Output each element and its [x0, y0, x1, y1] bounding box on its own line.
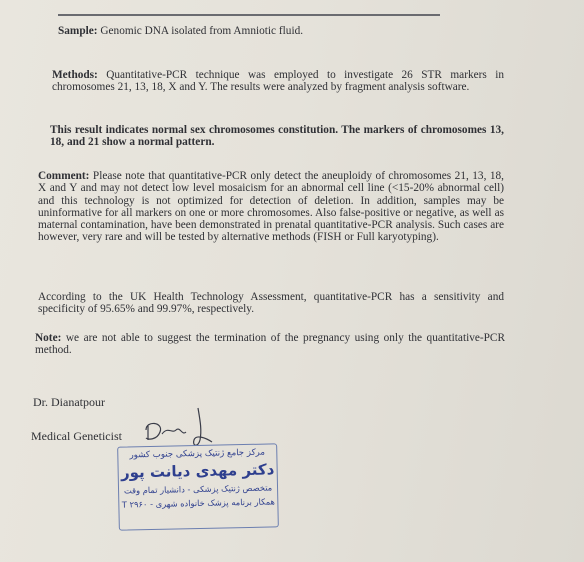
methods-paragraph [52, 69, 504, 94]
assessment-paragraph: According to the UK Health Technology Assessment, quantitative-PCR has a sensitivity and specificity of 95.65% and 99.97%, respectively. [38, 291, 504, 316]
result-paragraph: This result indicates normal sex chromosomes constitution. The markers of chromosomes 13, 18, and 21 show a normal pattern. [50, 124, 504, 149]
official-stamp [117, 443, 279, 530]
stamp-line-4: همکار برنامه پزشک خانواده شهری - ۲۹۶۰ T [121, 496, 275, 510]
comment-text: Please note that quantitative-PCR only detect the aneuploidy of chromosomes 21, 13, 18, X and Y and may not detect low level mosaicism for an abnormal cell line (<15-20% abnormal cell) and this technology is not optimized for detection of deletion. In addition, samples may be uninformative for all markers on one or more chromosomes. Also false-positive or negative, as well as maternal contamination, have been demonstrated in prenatal quantitative-PCR analysis. Such cases are however, very rare and will be tested by alternative methods (FISH or Full karyotyping). [38, 170, 504, 244]
methods-text: Quantitative-PCR technique was employed to investigate 26 STR markers in chromosomes 21, 13, 18, X and Y. The results were analyzed by fragment analysis software. [52, 69, 504, 94]
sample-label: Sample: [58, 25, 98, 37]
comment-label: Comment: [38, 170, 90, 182]
sample-paragraph [58, 25, 518, 37]
stamp-line-1: مرکز جامع ژنتیک پزشکی جنوب کشور [129, 447, 266, 461]
sample-text: Genomic DNA isolated from Amniotic fluid. [97, 25, 304, 37]
note-label: Note: [35, 332, 62, 344]
top-rule [58, 14, 440, 16]
signatory-name: Dr. Dianatpour [33, 395, 105, 409]
stamp-line-2: دکتر مهدی دیانت پور [120, 460, 275, 482]
comment-paragraph [38, 170, 504, 244]
note-paragraph [35, 332, 505, 357]
note-text: we are not able to suggest the termination of the pregnancy using only the quantitative-PCR method. [35, 332, 505, 357]
signatory-title: Medical Geneticist [31, 429, 122, 443]
stamp-line-3: متخصص ژنتیک پزشکی - دانشیار تمام وقت [123, 482, 273, 496]
methods-label: Methods: [52, 69, 98, 81]
